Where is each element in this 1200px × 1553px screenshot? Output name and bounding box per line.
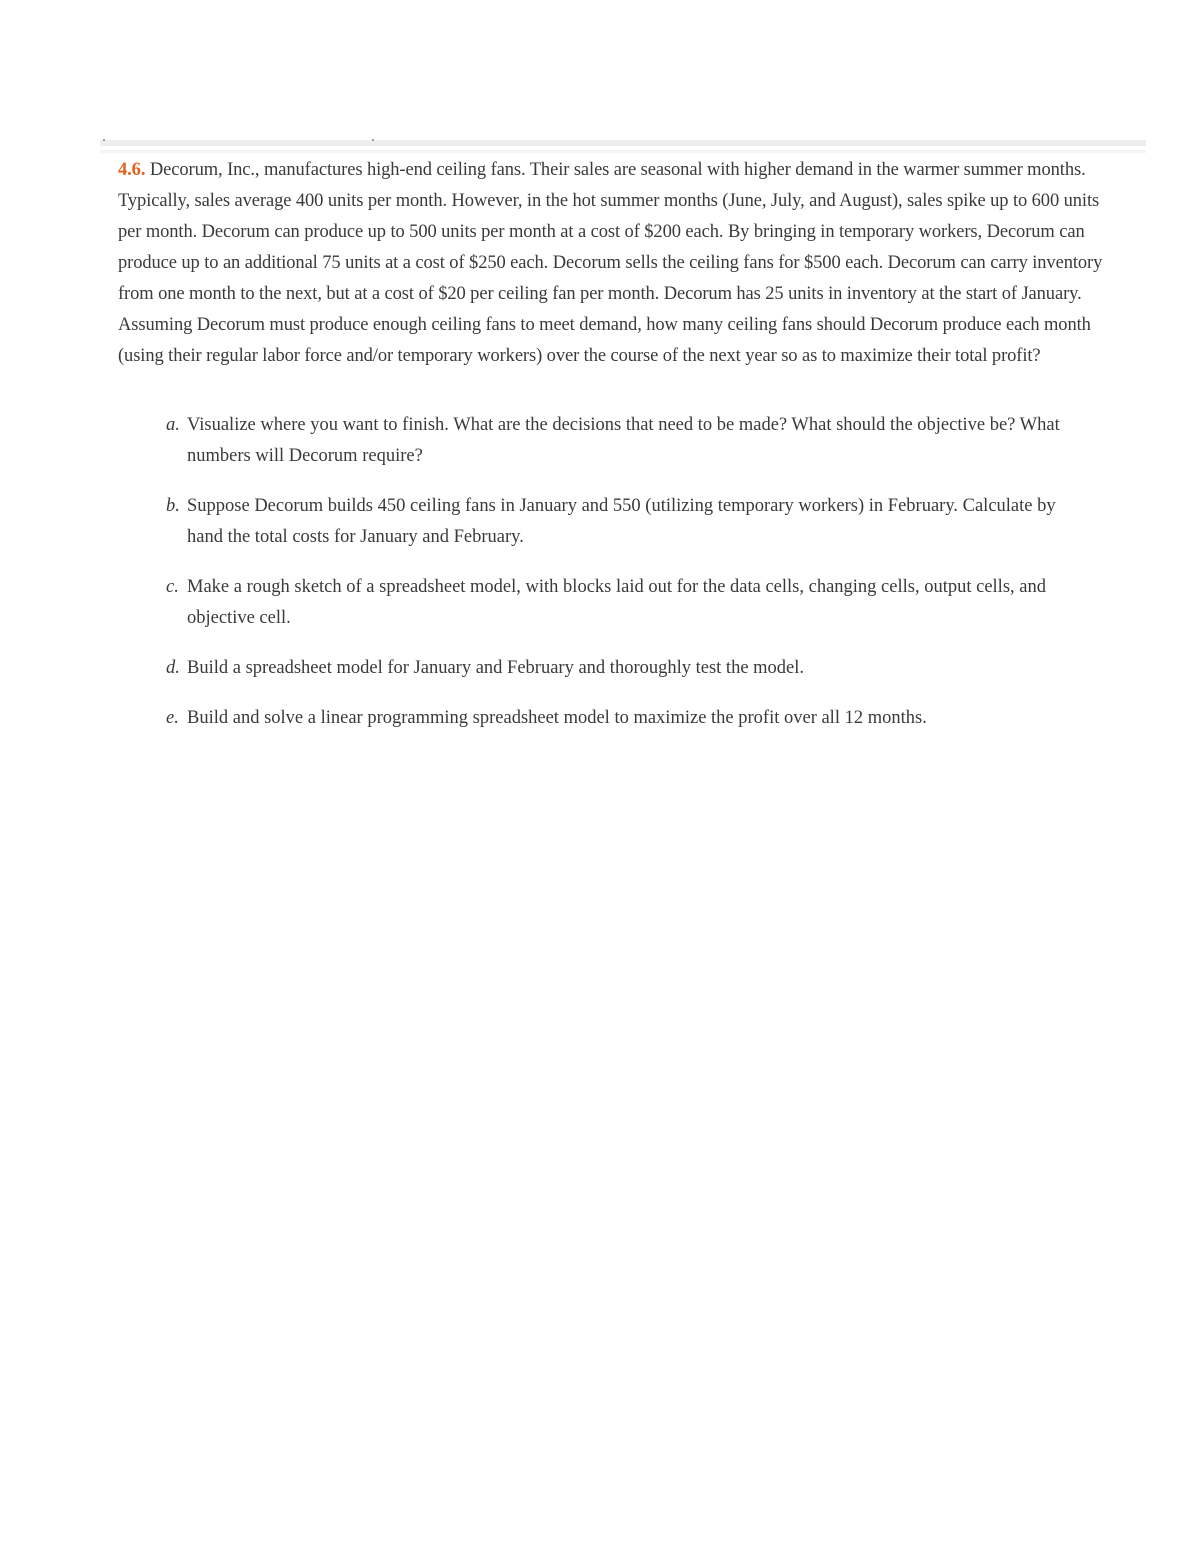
part-letter: e. — [166, 708, 179, 728]
part-item-b — [166, 491, 1096, 553]
problem-number: 4.6. — [118, 160, 146, 180]
part-letter: d. — [166, 658, 180, 678]
part-item-c — [166, 572, 1096, 634]
part-text: Suppose Decorum builds 450 ceiling fans in January and 550 (utilizing temporary workers) in February. Calculate by hand the total costs for January and February. — [187, 496, 1056, 547]
part-text: Build a spreadsheet model for January and February and thoroughly test the model. — [187, 658, 805, 678]
scan-dot — [372, 139, 374, 141]
problem-statement — [118, 155, 1113, 372]
scan-dot — [103, 139, 105, 141]
part-text: Make a rough sketch of a spreadsheet model, with blocks laid out for the data cells, changing cells, output cells, and objective cell. — [187, 577, 1046, 628]
part-letter: a. — [166, 415, 180, 435]
part-text: Visualize where you want to finish. What are the decisions that need to be made? What should the objective be? What numbers will Decorum require? — [187, 415, 1060, 466]
part-item-d — [166, 653, 1096, 684]
problem-parts-list — [166, 410, 1096, 753]
header-divider-shadow — [100, 150, 1146, 153]
part-text: Build and solve a linear programming spreadsheet model to maximize the profit over all 12 months. — [187, 708, 927, 728]
header-divider — [100, 140, 1146, 146]
part-letter: b. — [166, 496, 180, 516]
part-letter: c. — [166, 577, 179, 597]
problem-text: Decorum, Inc., manufactures high-end ceiling fans. Their sales are seasonal with higher demand in the warmer summer months. Typically, sales average 400 units per month. However, in the hot summer months (June, July, and August), sales spike up to 600 units per month. Decorum can produce up to 500 units per month at a cost of $200 each. By bringing in temporary workers, Decorum can produce up to an additional 75 units at a cost of $250 each. Decorum sells the ceiling fans for $500 each. Decorum can carry inventory from one month to the next, but at a cost of $20 per ceiling fan per month. Decorum has 25 units in inventory at the start of January. Assuming Decorum must produce enough ceiling fans to meet demand, how many ceiling fans should Decorum produce each month (using their regular labor force and/or temporary workers) over the course of the next year so as to maximize their total profit? — [118, 160, 1103, 366]
part-item-e — [166, 703, 1096, 734]
part-item-a — [166, 410, 1096, 472]
